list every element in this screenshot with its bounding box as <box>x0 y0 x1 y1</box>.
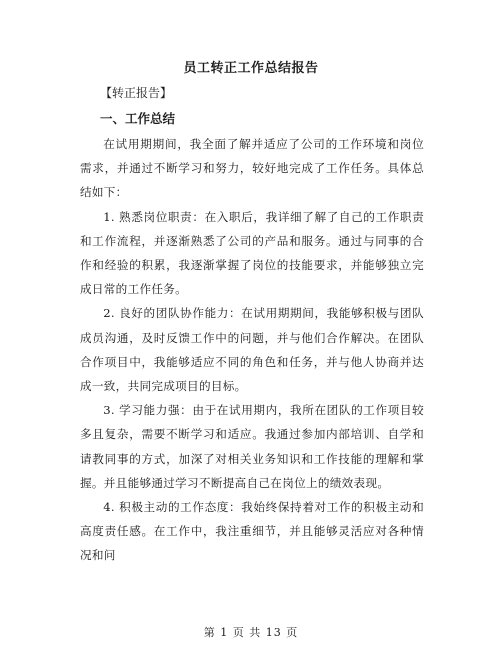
paragraph-intro: 在试用期期间，我全面了解并适应了公司的工作环境和岗位需求，并通过不断学习和努力，较好地完成了工作任务。具体总结如下： <box>80 137 424 200</box>
report-tag: 【转正报告】 <box>100 86 173 100</box>
section-heading: 一、工作总结 <box>100 111 176 126</box>
paragraph-item-2: 2. 良好的团队协作能力：在试用期期间，我能够积极与团队成员沟通，及时反馈工作中的问题，并与他们合作解决。在团队合作项目中，我能够适应不同的角色和任务，并与他人协商并达成一致，共同完成项目的目标。 <box>80 306 424 394</box>
page-number-footer: 第 1 页 共 13 页 <box>203 626 299 639</box>
document-body <box>80 132 424 568</box>
paragraph-item-3: 3. 学习能力强：由于在试用期内，我所在团队的工作项目较多且复杂，需要不断学习和适应。我通过参加内部培训、自学和请教同事的方式，加深了对相关业务知识和工作技能的理解和掌握。并且能够通过学习不断提高自己在岗位上的绩效表现。 <box>80 403 424 490</box>
paragraph-item-4: 4. 积极主动的工作态度：我始终保持着对工作的积极主动和高度责任感。在工作中，我注重细节，并且能够灵活应对各种情况和问 <box>80 500 424 563</box>
paragraph-item-1: 1. 熟悉岗位职责：在入职后，我详细了解了自己的工作职责和工作流程，并逐渐熟悉了公司的产品和服务。通过与同事的合作和经验的积累，我逐渐掌握了岗位的技能要求，并能够独立完成日常的工作任务。 <box>80 209 424 297</box>
document-title: 员工转正工作总结报告 <box>183 61 319 76</box>
